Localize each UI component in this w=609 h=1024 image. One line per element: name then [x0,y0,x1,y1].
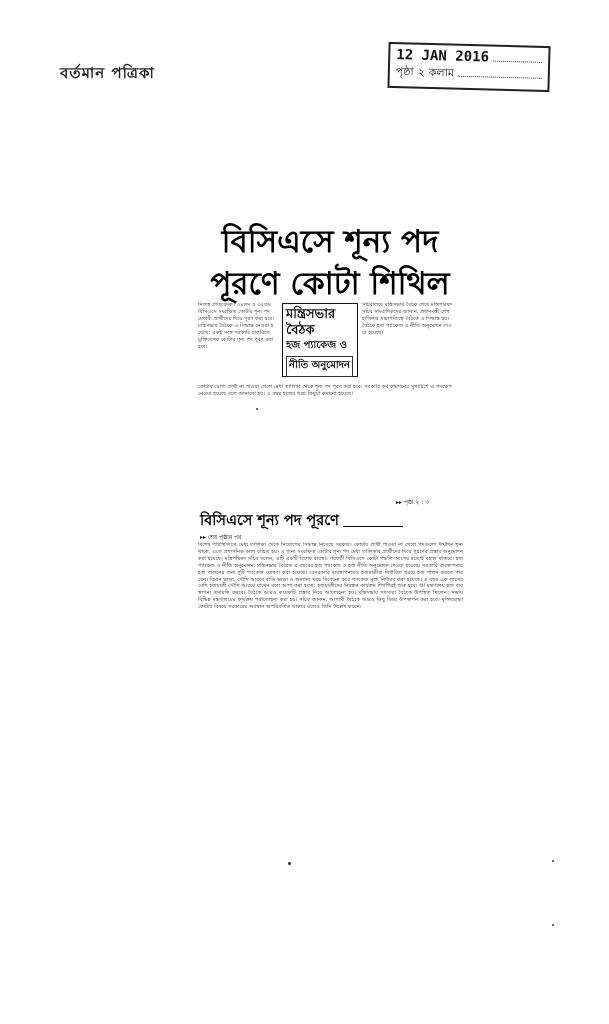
newspaper-masthead: বর্তমান পত্রিকা [60,64,155,82]
continued-marker: ▸▸ পৃষ্ঠা ২ : ৩ [396,499,430,506]
archive-date-stamp [387,42,550,92]
article-headline [180,222,480,306]
stamp-page-value: ২ [417,65,425,79]
headline-line-2: পূরণে কোটা শিথিল [210,265,450,302]
box-policy-label: নীতি অনুমোদন [286,356,353,377]
article-middle-text: কোটায় যোগ্য প্রার্থী না পাওয়া গেলে মেধা তালিকা থেকে শূন্য পদ পূরণ করা হবে। সরকারি কর্ম কমিশনের সুপারিশে এ পদক্ষেপ নেওয়া হয়েছে বলে জানানো হয়। এ বছর হজের খরচ কিছুটা কমানো হয়েছে। [198,384,452,397]
headline-line-1: বিসিএসে শূন্য পদ [221,224,439,260]
continuation-body: বিশেষ পরিস্থিতিতে মেধা তালিকা থেকে নিয়োগের সিদ্ধান্ত নিয়েছে সরকার। কোটায় প্রার্থী পাওয়া না গেলে পদগুলো দীর্ঘদিন শূন্য থাকে, এতে প্রশাসনিক কাজ ব্যাহত হয়। এ জন্য সংরক্ষিত কোটার শূন্য পদ মেধা তালিকার প্রার্থীদের দিয়ে পূরণের প্রস্তাব অনুমোদন করা হয়েছে। মন্ত্রিপরিষদ সচিব বলেন, এটি একটি বিশেষ ব্যবস্থা। পরবর্তী বিসিএসে কোটা পদ্ধতি আগের মতোই বহাল থাকবে। হজ প্যাকেজ ও নীতি অনুমোদন: মন্ত্রিসভার বৈঠকে এ বছরের হজ প্যাকেজ ও হজ নীতি অনুমোদন দেওয়া হয়েছে। সরকারি ব্যবস্থাপনায় হজ পালনের জন্য দুটি প্যাকেজ ঘোষণা করা হয়েছে। বেসরকারি ব্যবস্থাপনায়ও হজযাত্রীরা নির্ধারিত খরচে হজ পালন করতে পারবেন। বিমান ভাড়া, সৌদি আরবে বাড়ি ভাড়া ও অন্যান্য খরচ বিবেচনা করে প্যাকেজ মূল্য নির্ধারণ করা হয়েছে। এ বছর এক লাখের বেশি হজযাত্রী সৌদি আরবে যাবেন বলে আশা করা হচ্ছে। হজযাত্রীদের নিবন্ধন কার্যক্রম শিগগিরই শুরু হবে। ধর্ম মন্ত্রণালয় হজ ব্যবস্থাপনা তদারকি করবে। বৈঠকে আরও কয়েকটি প্রস্তাব নিয়ে আলোচনা হয়। মন্ত্রিসভার সদস্যরা বৈঠকে উপস্থিত ছিলেন। সভায় বিভিন্ন মন্ত্রণালয়ের কার্যক্রম পর্যালোচনা করা হয়। সচিব জানান, আগামী বৈঠকে আরও কিছু বিষয় উপস্থাপন করা হবে। মুক্তিযোদ্ধা কোটার বিষয়ে সরকারের অবস্থান অপরিবর্তিত থাকবে বলেও তিনি উল্লেখ করেন। [198,542,463,611]
cabinet-meeting-box [282,303,358,377]
box-subtitle: হজ প্যাকেজ ও [286,340,348,351]
scan-speck [552,860,554,862]
article-right-column: সচিবালয়ে মন্ত্রিসভার বৈঠক শেষে মন্ত্রিপরিষদ সচিব সাংবাদিকদের জানান, প্রধানমন্ত্রী শেখ হাসিনার সভাপতিত্বে বৈঠকে এ সিদ্ধান্ত হয়। বৈঠকে হজ প্যাকেজ ও নীতি অনুমোদন দেওয়া হয়েছে। [362,302,453,336]
scan-speck [288,862,291,865]
scan-speck [256,408,258,410]
stamp-date: 12 JAN 2016 [396,47,490,66]
box-title: মন্ত্রিসভার বৈঠক [286,307,336,338]
article-left-column: নিজস্ব প্রতিবেদক ৷ ৩৪তম ও ৩৫তম বিসিএসে সংরক্ষিত কোটার শূন্য পদ মেধাবী প্রার্থীদের দিয়ে পূরণ করা হবে। মন্ত্রিসভার বৈঠকে এ সিদ্ধান্ত নেওয়া হয়েছে। একই সঙ্গে সরকারি চাকরিতে মুক্তিযোদ্ধা কোটার শূন্য পদ পূরণ করা হবে। [198,302,275,350]
stamp-column-label: কলাম [428,65,455,80]
stamp-page-label: পৃষ্ঠা [395,65,414,79]
headline-rule [343,526,403,527]
continuation-headline-text: বিসিএসে শূন্য পদ পূরণে [200,513,339,529]
continuation-headline [200,510,403,534]
continued-from-label: ▸▸ শেষ পৃষ্ঠার পর [200,534,242,541]
scan-speck [552,924,554,926]
